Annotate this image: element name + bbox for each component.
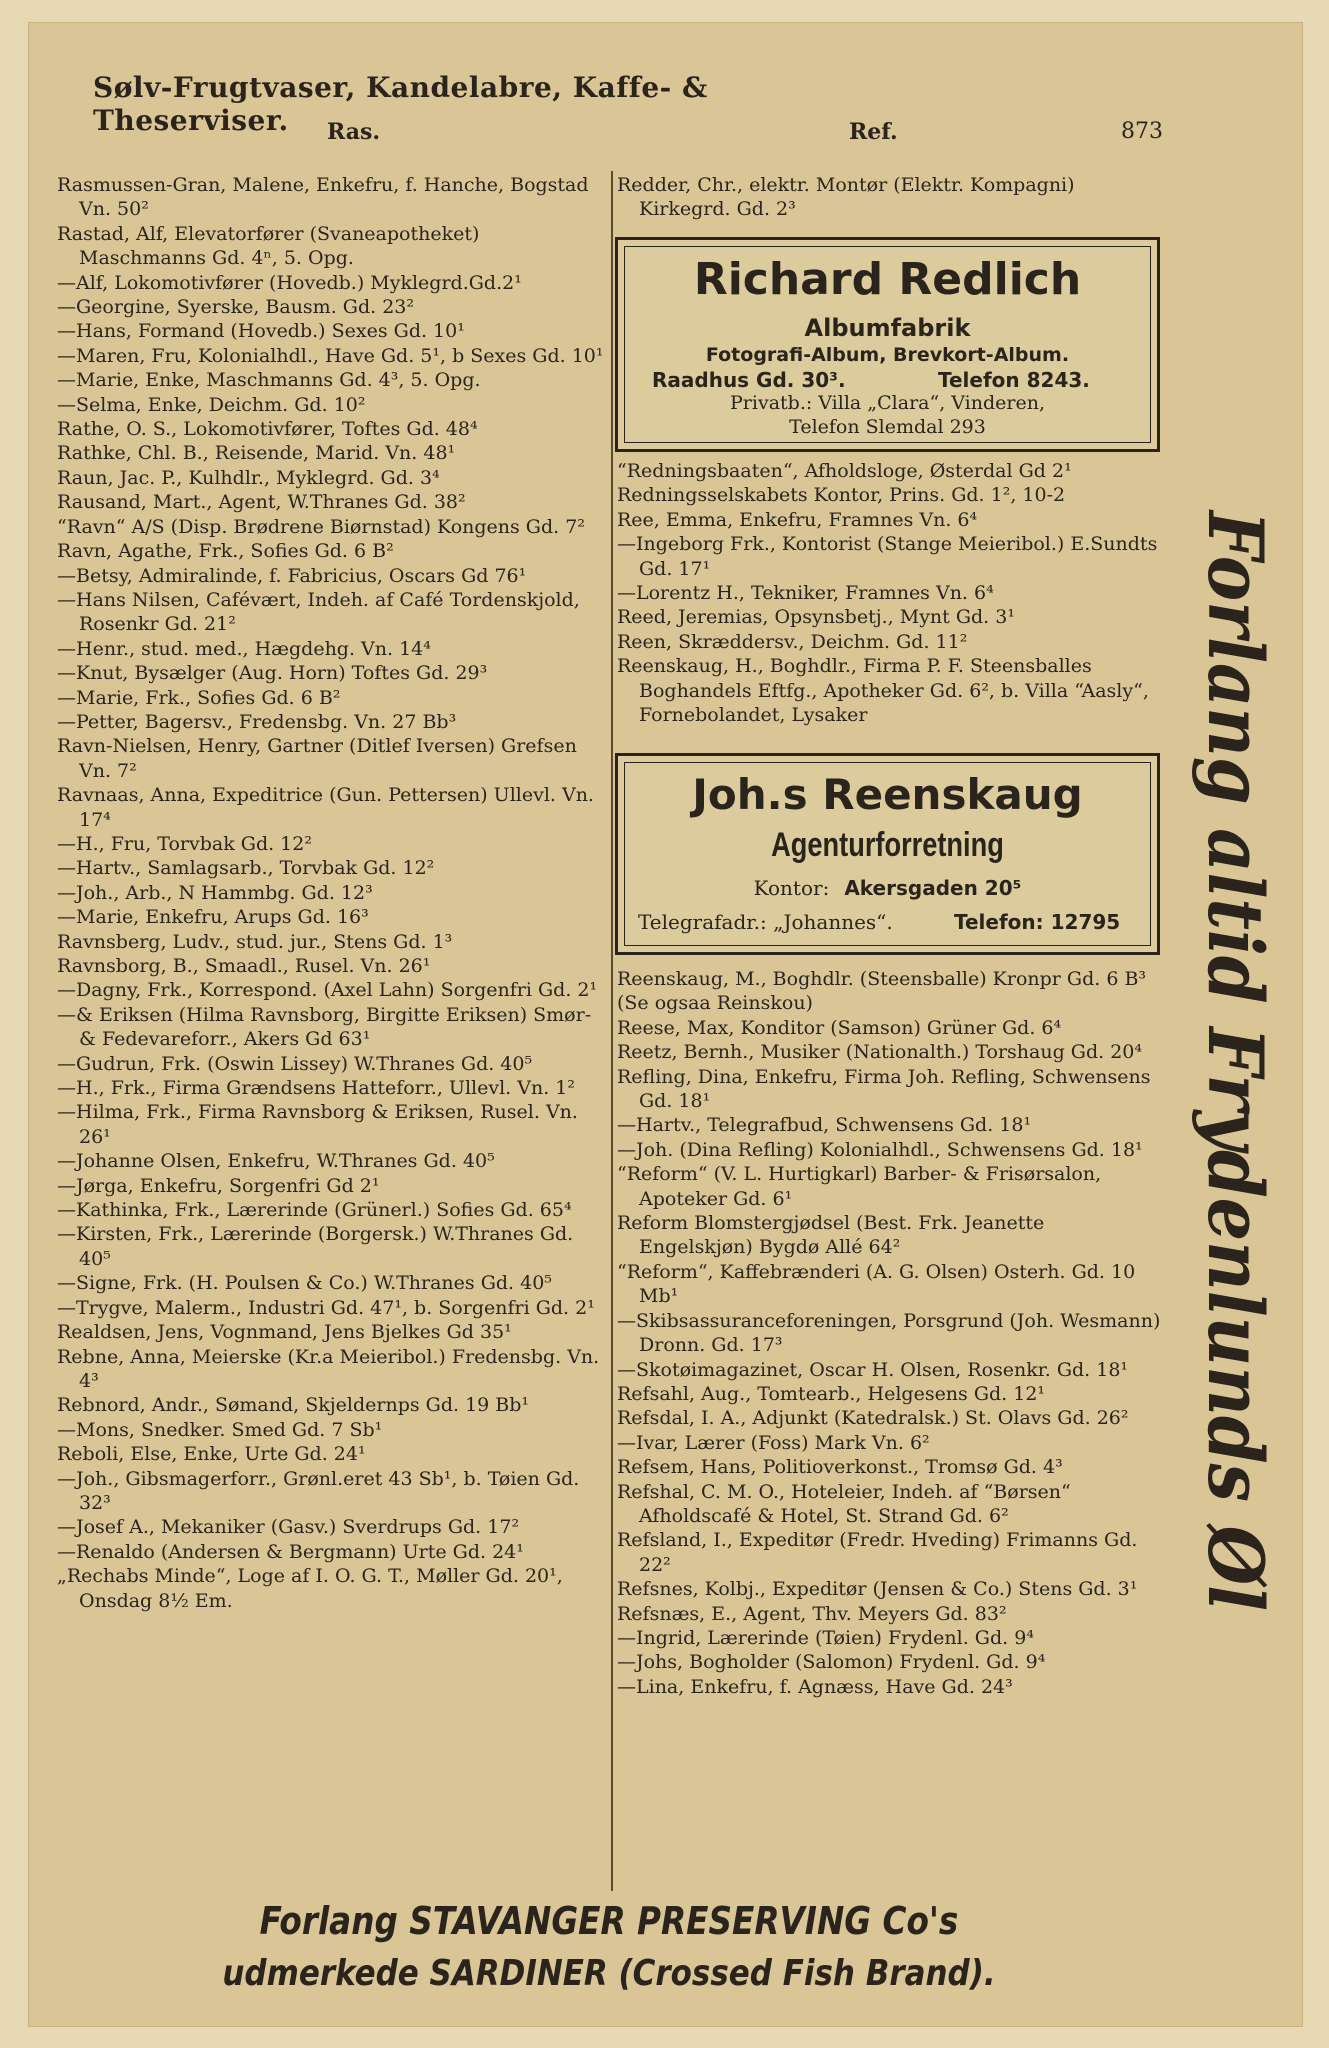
directory-entry: —Josef A., Mekaniker (Gasv.) Sverdrups Gd. 17² [57,1516,520,1539]
ad-private: Privatb.: Villa „Clara“, Vinderen, [730,392,1045,414]
directory-entry: —Johanne Olsen, Enkefru, W.Thranes Gd. 40⁵ [57,1150,495,1173]
directory-entry: Rastad, Alf, Elevatorfører (Svaneapotheket) Maschmanns Gd. 4ⁿ, 5. Opg. [57,222,480,270]
directory-entry: —Ingeborg Frk., Kontorist (Stange Meieribol.) E.Sundts Gd. 17¹ [617,533,1158,580]
directory-entry: Refsem, Hans, Politioverkonst., Tromsø Gd. 4³ [617,1456,1063,1479]
directory-entry: Refling, Dina, Enkefru, Firma Joh. Refling, Schwensens Gd. 18¹ [617,1065,1151,1113]
directory-entry: —Hans Nilsen, Cafévært, Indeh. af Café Tordenskjold, Rosenkr Gd. 21² [57,588,580,636]
directory-entry: Rasmussen-Gran, Malene, Enkefru, f. Hanche, Bogstad Vn. 50² [57,174,589,221]
ad-phone: Telefon: 12795 [954,910,1121,934]
directory-entry: —Lorentz H., Tekniker, Framnes Vn. 6⁴ [617,582,994,605]
advertisement-richard-redlich [615,237,1160,452]
directory-entry: —Joh., Arb., N Hammbg. Gd. 12³ [57,881,373,904]
directory-entry: Reenskaug, M., Boghdlr. (Steensballe) Kronpr Gd. 6 B³ [617,968,1147,990]
directory-entry: Rebne, Anna, Meierske (Kr.a Meieribol.) Fredensbg. Vn. 4³ [57,1345,600,1392]
directory-entry: —Alf, Lokomotivfører (Hovedb.) Myklegrd.Gd.2¹ [57,271,522,294]
directory-entry: —Hilma, Frk., Firma Ravnsborg & Eriksen, Rusel. Vn. 26¹ [57,1101,578,1148]
directory-entry: “Reform“ (V. L. Hurtigkarl) Barber- & Frisørsalon, Apoteker Gd. 6¹ [617,1163,1102,1210]
directory-entry: —Ivar, Lærer (Foss) Mark Vn. 6² [617,1431,930,1454]
directory-entry: —H., Frk., Firma Grændsens Hatteforr., Ullevl. Vn. 1² [57,1077,575,1100]
right-column-top [617,173,1162,222]
column-divider [611,171,613,1891]
directory-entry: —Henr., stud. med., Hægdehg. Vn. 14⁴ [57,637,431,660]
directory-entry: Rathke, Chl. B., Reisende, Marid. Vn. 48¹ [57,442,456,465]
directory-entry: —Betsy, Admiralinde, f. Fabricius, Oscars Gd 76¹ [57,564,527,587]
directory-entry: —Renaldo (Andersen & Bergmann) Urte Gd. 24¹ [57,1540,524,1563]
directory-entry: —Hartv., Samlagsarb., Torvbak Gd. 12² [57,857,435,880]
directory-entry: —Kathinka, Frk., Lærerinde (Grünerl.) Sofies Gd. 65⁴ [57,1199,572,1222]
directory-entry: „Rechabs Minde“, Loge af I. O. G. T., Møller Gd. 20¹, Onsdag 8½ Em. [57,1565,563,1612]
directory-entry: —Lina, Enkefru, f. Agnæss, Have Gd. 24³ [617,1675,1013,1698]
bottom-ad-line1: Forlang STAVANGER PRESERVING Co's [259,1899,959,1943]
directory-entry: Reed, Jeremias, Opsynsbetj., Mynt Gd. 3¹ [617,606,1015,629]
bottom-ad-line2: udmerkede SARDINER (Crossed Fish Brand). [222,1953,996,1994]
vertical-advertisement [1179,511,1280,1737]
directory-entry: Raun, Jac. P., Kulhdlr., Myklegrd. Gd. 3⁴ [57,466,440,489]
directory-entry: Refsahl, Aug., Tomtearb., Helgesens Gd. 12¹ [617,1382,1046,1405]
directory-entry: Reboli, Else, Enke, Urte Gd. 24¹ [57,1443,366,1466]
ad-private-phone: Telefon Slemdal 293 [789,416,986,438]
directory-entry: —Marie, Enkefru, Arups Gd. 16³ [57,906,369,929]
ad-office-label: Kontor: [753,876,830,900]
directory-entry: Rathe, O. S., Lokomotivfører, Toftes Gd. 48⁴ [57,418,478,441]
directory-entry: Ravnaas, Anna, Expeditrice (Gun. Pettersen) Ullevl. Vn. 17⁴ [57,784,594,831]
ad-line1: Albumfabrik [804,314,971,342]
directory-entry: Refshal, C. M. O., Hoteleier, Indeh. af “Børsen“ Afholdscafé & Hotel, St. Strand Gd. 6² [617,1480,1071,1527]
directory-entry: —Jørga, Enkefru, Sorgenfri Gd 2¹ [57,1174,380,1197]
directory-entry: —Trygve, Malerm., Industri Gd. 47¹, b. Sorgenfri Gd. 2¹ [57,1296,595,1319]
ad-telegraph: Telegrafadr.: „Johannes“. [638,910,893,934]
directory-entry: Redder, Chr., elektr. Montør (Elektr. Kompagni) Kirkegrd. Gd. 2³ [617,174,1075,221]
page-number: 873 [1121,119,1163,144]
directory-entry: —Skotøimagazinet, Oscar H. Olsen, Rosenkr. Gd. 18¹ [617,1358,1129,1381]
top-banner: Sølv-Frugtvaser, Kandelabre, Kaffe- & Theserviser. [93,71,708,137]
header-right-key: Ref. [849,119,898,145]
directory-entry: —Selma, Enke, Deichm. Gd. 10² [57,393,366,416]
directory-entry: (Se ogsaa Reinskou) [617,992,813,1015]
vertical-ad-text: Forlang altid Frydenlunds Øl [1191,511,1280,1737]
directory-entry: Reform Blomstergjødsel (Best. Frk. Jeanette Engelskjøn) Bygdø Allé 64² [617,1212,1045,1259]
directory-entry: —Joh. (Dina Refling) Kolonialhdl., Schwensens Gd. 18¹ [617,1138,1143,1161]
right-column-middle [617,459,1162,727]
directory-entry: Reen, Skræddersv., Deichm. Gd. 11² [617,630,968,653]
directory-entry: —Joh., Gibsmagerforr., Grønl.eret 43 Sb¹, b. Tøien Gd. 32³ [57,1467,580,1514]
directory-entry: —Signe, Frk. (H. Poulsen & Co.) W.Thranes Gd. 40⁵ [57,1272,552,1295]
directory-entry: Refsnæs, E., Agent, Thv. Meyers Gd. 83² [617,1602,1007,1625]
ad-address: Raadhus Gd. 30³. [652,368,846,392]
directory-entry: —Petter, Bagersv., Fredensbg. Vn. 27 Bb³ [57,710,457,733]
directory-entry: —Johs, Bogholder (Salomon) Frydenl. Gd. 9⁴ [617,1651,1046,1674]
ad-phone: Telefon 8243. [938,368,1090,392]
directory-entry: Ravnsborg, B., Smaadl., Rusel. Vn. 26¹ [57,955,431,977]
ad-office-address: Akersgaden 20⁵ [844,876,1022,900]
left-column [57,173,605,1613]
directory-entry: —Hartv., Telegrafbud, Schwensens Gd. 18¹ [617,1114,1032,1137]
directory-entry: —Hans, Formand (Hovedb.) Sexes Gd. 10¹ [57,320,465,343]
ad-line2: Fotografi-Album, Brevkort-Album. [705,344,1070,366]
directory-entry: Reetz, Bernh., Musiker (Nationalth.) Torshaug Gd. 20⁴ [617,1041,1143,1064]
directory-entry: Reenskaug, H., Boghdlr., Firma P. F. Steensballes Boghandels Eftfg., Apotheker Gd. 6², b. Villa “Aasly“, Fornebolandet, Lysaker [617,655,1149,727]
directory-entry: Refsnes, Kolbj., Expeditør (Jensen & Co.) Stens Gd. 3¹ [617,1578,1138,1601]
right-column-bottom [617,967,1162,1699]
directory-entry: —Kirsten, Frk., Lærerinde (Borgersk.) W.Thranes Gd. 40⁵ [57,1223,574,1270]
directory-page [28,22,1303,2027]
directory-entry: “Reform“, Kaffebrænderi (A. G. Olsen) Osterh. Gd. 10 Mb¹ [617,1260,1136,1308]
directory-entry: Ree, Emma, Enkefru, Framnes Vn. 6⁴ [617,508,978,531]
directory-entry: —Skibsassuranceforeningen, Porsgrund (Joh. Wesmann) Dronn. Gd. 17³ [617,1309,1161,1357]
directory-entry: Ravn-Nielsen, Henry, Gartner (Ditlef Iversen) Grefsen Vn. 7² [57,735,577,782]
ad-name: Joh.s Reenskaug [692,770,1083,819]
directory-entry: —Marie, Frk., Sofies Gd. 6 B² [57,686,341,709]
directory-entry: “Ravn“ A/S (Disp. Brødrene Biørnstad) Kongens Gd. 7² [57,515,585,538]
vertical-ad-svg [1179,511,1280,1737]
directory-entry: —Mons, Snedker. Smed Gd. 7 Sb¹ [57,1418,383,1441]
directory-entry: Ravn, Agathe, Frk., Sofies Gd. 6 B² [57,540,394,563]
directory-entry: —Ingrid, Lærerinde (Tøien) Frydenl. Gd. 9⁴ [617,1626,1034,1649]
directory-entry: —Maren, Fru, Kolonialhdl., Have Gd. 5¹, b Sexes Gd. 10¹ [57,344,604,367]
directory-entry: Redningsselskabets Kontor, Prins. Gd. 1², 10-2 [617,484,1066,507]
directory-entry: Realdsen, Jens, Vognmand, Jens Bjelkes Gd 35¹ [57,1321,512,1344]
directory-entry: —Marie, Enke, Maschmanns Gd. 4³, 5. Opg. [57,369,481,392]
directory-entry: Rebnord, Andr., Sømand, Skjeldernps Gd. 19 Bb¹ [57,1394,530,1417]
directory-entry: Ravnsberg, Ludv., stud. jur., Stens Gd. 1³ [57,930,453,953]
directory-entry: —H., Fru, Torvbak Gd. 12² [57,832,312,855]
directory-entry: —& Eriksen (Hilma Ravnsborg, Birgitte Eriksen) Smør- & Fedevareforr., Akers Gd 63¹ [57,1003,592,1051]
directory-entry: —Knut, Bysælger (Aug. Horn) Toftes Gd. 29³ [57,662,488,685]
directory-entry: Refsdal, I. A., Adjunkt (Katedralsk.) St. Olavs Gd. 26² [617,1407,1129,1430]
header-left-key: Ras. [327,119,381,145]
ad-office [618,876,1157,901]
directory-entry: “Redningsbaaten“, Afholdsloge, Østerdal Gd 2¹ [617,460,1072,482]
ad-line1: Agenturforretning [771,826,1004,864]
directory-entry: —Georgine, Syerske, Bausm. Gd. 23² [57,296,414,319]
ad-name: Richard Redlich [693,254,1082,305]
directory-entry: —Dagny, Frk., Korrespond. (Axel Lahn) Sorgenfri Gd. 2¹ [57,979,598,1002]
directory-entry: Reese, Max, Konditor (Samson) Grüner Gd. 6⁴ [617,1016,1062,1039]
directory-entry: Rausand, Mart., Agent, W.Thranes Gd. 38² [57,491,466,514]
directory-entry: Refsland, I., Expeditør (Fredr. Hveding) Frimanns Gd. 22² [617,1529,1138,1576]
advertisement-reenskaug [615,753,1160,955]
directory-entry: —Gudrun, Frk. (Oswin Lissey) W.Thranes Gd. 40⁵ [57,1052,533,1075]
